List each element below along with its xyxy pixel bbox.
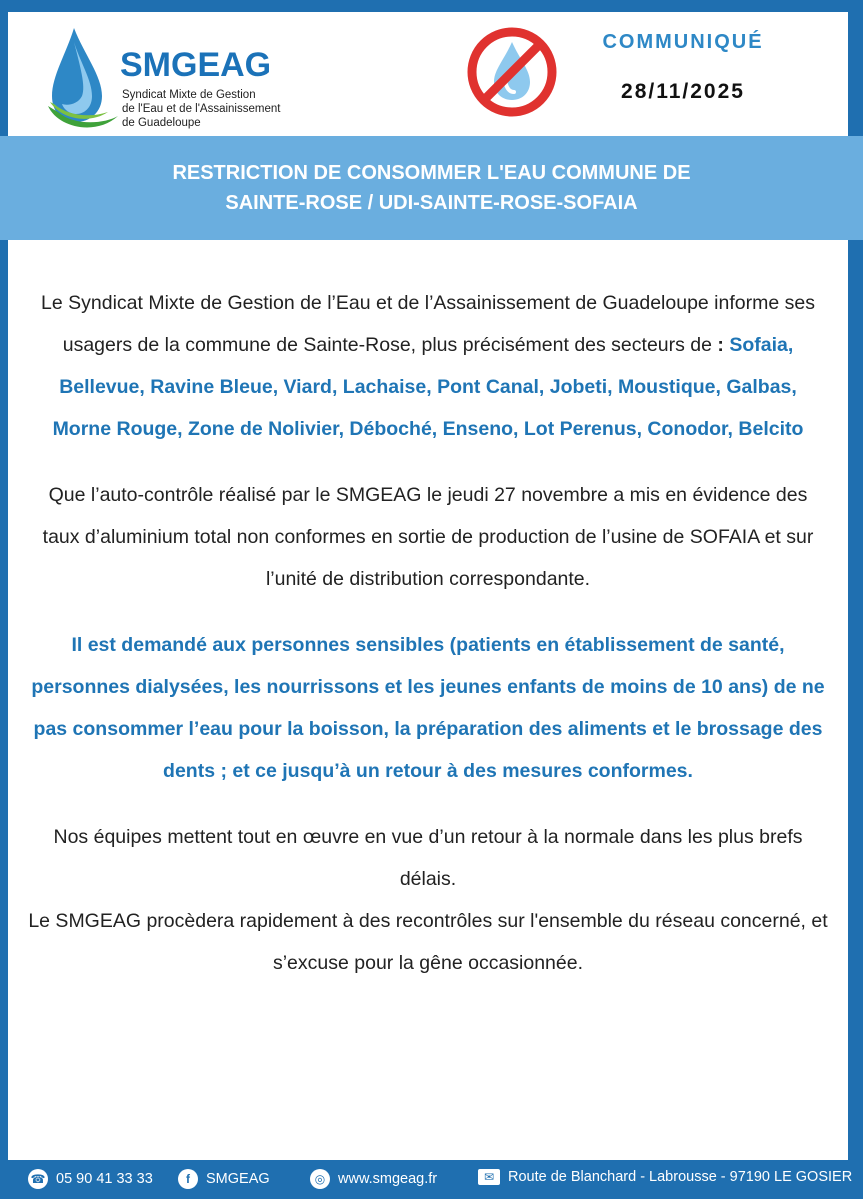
communique-title: RESTRICTION DE CONSOMMER L'EAU COMMUNE DE SAINTE-ROSE / UDI-SAINTE-ROSE-SOFAIA xyxy=(172,162,691,214)
globe-icon: ◎ xyxy=(310,1169,330,1189)
phone-icon: ☎ xyxy=(28,1169,48,1189)
paragraph-findings: Que l’auto-contrôle réalisé par le SMGEAG le jeudi 27 novembre a mis en évidence des taux d’aluminium total non conformes en sortie de production de l’usine de SOFAIA et sur l’unité de distribution correspondante. xyxy=(42,484,814,590)
paragraph-recommendation: Il est demandé aux personnes sensibles (patients en établissement de santé, personnes dialysées, les nourrissons et les jeunes enfants de moins de 10 ans) de ne pas consommer l’eau pour la boisson, la préparation des aliments et le brossage des dents ; et ce jusqu’à un retour à des mesures conformes. xyxy=(31,634,825,782)
brand-name: SMGEAG xyxy=(120,46,272,84)
communique-page xyxy=(8,12,848,1160)
brand-subtitle: Syndicat Mixte de Gestion de l'Eau et de l'Assainissement de Guadeloupe xyxy=(122,89,281,129)
smgeag-logo xyxy=(44,24,304,134)
communique-body xyxy=(28,282,828,984)
footer-address: ✉ Route de Blanchard - Labrousse - 97190 LE GOSIER xyxy=(478,1169,852,1185)
affected-sectors: Sofaia, Bellevue, Ravine Bleue, Viard, Lachaise, Pont Canal, Jobeti, Moustique, Galbas, Morne Rouge, Zone de Nolivier, Déboché, Enseno, Lot Perenus, Conodor, Belcito xyxy=(52,334,804,440)
footer-facebook[interactable]: f SMGEAG xyxy=(178,1169,270,1189)
footer-phone[interactable]: ☎ 05 90 41 33 33 xyxy=(28,1169,153,1189)
footer xyxy=(0,1162,863,1199)
communique-label: COMMUNIQUÉ xyxy=(602,31,764,53)
title-band xyxy=(0,136,863,240)
paragraph-apology: Le SMGEAG procèdera rapidement à des recontrôles sur l'ensemble du réseau concerné, et s’excuse pour la gêne occasionnée. xyxy=(28,910,828,974)
water-drop-logo-icon xyxy=(44,24,124,134)
footer-website[interactable]: ◎ www.smgeag.fr xyxy=(310,1169,437,1189)
facebook-icon: f xyxy=(178,1169,198,1189)
mail-icon: ✉ xyxy=(478,1169,500,1185)
communique-date: 28/11/2025 xyxy=(621,80,745,103)
no-drinking-water-icon xyxy=(466,26,558,118)
paragraph-intro: Le Syndicat Mixte de Gestion de l’Eau et de l’Assainissement de Guadeloupe informe ses usagers de la commune de Sainte-Rose, plus précisément des secteurs de : Sofaia, Bellevue, Ravine Bleue, Viard, Lachaise, Pont Canal, Jobeti, Moustique, Galbas, Morne Rouge, Zone de Nolivier, Déboché, Enseno, Lot Perenus, Conodor, Belcito xyxy=(41,292,815,440)
paragraph-actions: Nos équipes mettent tout en œuvre en vue d’un retour à la normale dans les plus brefs délais. xyxy=(53,826,803,890)
